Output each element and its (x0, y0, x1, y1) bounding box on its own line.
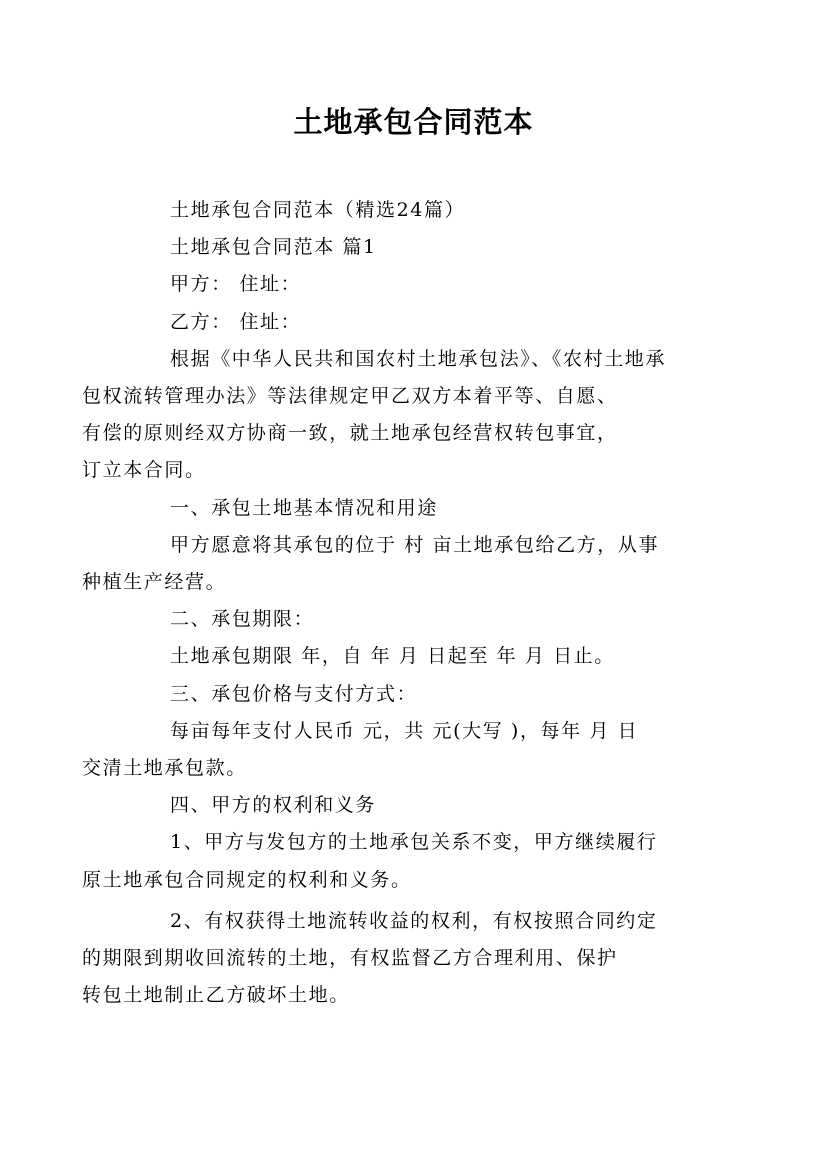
paragraph-line: 有偿的原则经双方协商一致，就土地承包经营权转包事宜， (82, 422, 618, 445)
paragraph-heading-3 (126, 676, 704, 713)
paragraph-clause-1 (82, 824, 704, 898)
paragraph-line: 二、承包期限： (170, 608, 315, 631)
paragraph-line: 甲方： 住址： (170, 273, 302, 296)
paragraph-line: 的期限到期收回流转的土地，有权监督乙方合理利用、保护 (82, 947, 618, 970)
paragraph-party-b (126, 304, 704, 341)
paragraph-line: 转包土地制止乙方破坏土地。 (82, 984, 350, 1007)
paragraph-line: 乙方： 住址： (170, 310, 302, 333)
paragraph-line: 每亩每年支付人民币 元，共 元(大写 )，每年 月 日 (170, 719, 639, 742)
paragraph-line: 交清土地承包款。 (82, 757, 247, 780)
paragraph-line: 一、承包土地基本情况和用途 (170, 496, 438, 519)
paragraph-line: 原土地承包合同规定的权利和义务。 (82, 868, 412, 891)
document-body (82, 192, 704, 1014)
paragraph-clause-2 (82, 903, 704, 1015)
paragraph-payment (82, 713, 704, 787)
paragraph-land-info (82, 527, 704, 601)
paragraph-line: 2、有权获得土地流转收益的权利，有权按照合同约定 (170, 909, 658, 932)
paragraph-line: 包权流转管理办法》等法律规定甲乙双方本着平等、自愿、 (82, 385, 618, 408)
paragraph-preamble (82, 341, 704, 490)
paragraph-line: 订立本合同。 (82, 459, 206, 482)
paragraph-term (126, 638, 704, 675)
paragraph-heading-4 (126, 787, 704, 824)
paragraph-line: 甲方愿意将其承包的位于 村 亩土地承包给乙方，从事 (170, 533, 660, 556)
paragraph-line: 根据《中华人民共和国农村土地承包法》、《农村土地承 (170, 347, 667, 370)
paragraph-heading-2 (126, 601, 704, 638)
paragraph-line: 四、甲方的权利和义务 (170, 794, 377, 817)
paragraph-line: 1、甲方与发包方的土地承包关系不变，甲方继续履行 (170, 831, 658, 854)
paragraph-line: 种植生产经营。 (82, 571, 227, 594)
paragraph-subtitle (126, 192, 704, 229)
paragraph-line: 土地承包合同范本 篇1 (170, 236, 377, 259)
paragraph-line: 三、承包价格与支付方式： (170, 682, 418, 705)
paragraph-heading-1 (126, 490, 704, 527)
paragraph-line: 土地承包期限 年，自 年 月 日起至 年 月 日止。 (170, 645, 615, 668)
paragraph-party-a (126, 266, 704, 303)
document-title: 土地承包合同范本 (293, 105, 534, 139)
paragraph-section-heading (126, 229, 704, 266)
paragraph-line: 土地承包合同范本（精选24篇） (170, 199, 466, 221)
